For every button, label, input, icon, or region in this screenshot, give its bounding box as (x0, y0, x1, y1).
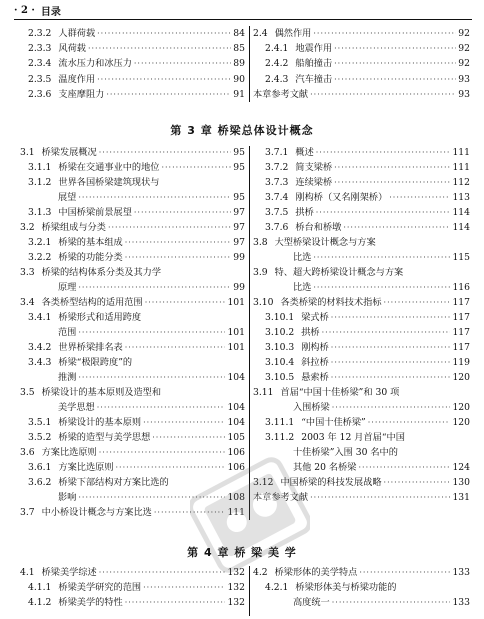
section-number: 4.1 (20, 567, 35, 578)
section-number: 3.2 (20, 222, 35, 233)
page-number: 104 (227, 417, 245, 428)
toc-entry (293, 461, 470, 474)
section-title: 世界各国桥梁建筑现状与 (58, 177, 160, 188)
page-number: 115 (452, 252, 470, 263)
section-number: 3.10 (253, 297, 274, 308)
page-number: 124 (452, 462, 470, 473)
page-number: 117 (452, 342, 470, 353)
toc-entry (20, 266, 245, 279)
section-number: 3.7.4 (265, 192, 289, 203)
page-number: 101 (227, 297, 245, 308)
section-title: 方案比选原则 (41, 447, 97, 458)
section-number: 3.2.1 (28, 237, 52, 248)
toc-entry (58, 491, 245, 504)
section-title: 十佳桥梁”入围 30 名中的 (293, 447, 398, 458)
toc-entry (253, 491, 470, 504)
page-number: 117 (452, 312, 470, 323)
section-title: 桥梁的结构体系分类及其力学 (41, 267, 162, 278)
section-number: 3.7.2 (265, 162, 289, 173)
section-title: 各类桥梁的材料技术指标 (280, 297, 382, 308)
toc-entry (265, 57, 470, 70)
section-number: 3.2.2 (28, 252, 52, 263)
page-number: 84 (233, 28, 245, 39)
page-number: 91 (233, 88, 245, 100)
section-number: 3.8 (253, 237, 268, 248)
dot-leader (97, 73, 231, 86)
section-title: 地震作用 (295, 43, 333, 55)
toc-entry (20, 386, 245, 399)
section-title: 桥梁设计的基本原则 (58, 417, 142, 428)
dot-leader (389, 191, 450, 204)
section-number: 3.11.2 (265, 432, 295, 443)
page-number: 120 (452, 372, 470, 383)
section-title: 特、超大跨桥梁设计概念与方案 (274, 267, 404, 278)
toc-entry (58, 281, 245, 294)
toc-entry (265, 371, 470, 384)
toc-entry (253, 266, 470, 279)
page-number: 111 (452, 147, 470, 158)
dot-leader (88, 42, 231, 55)
section-number: 3.1.1 (28, 162, 52, 173)
toc-entry (265, 161, 470, 174)
section-title: 各类桥型结构的适用范围 (41, 297, 143, 308)
toc-entry (28, 476, 245, 489)
dot-leader (108, 221, 231, 234)
page-number: 99 (233, 252, 245, 263)
page-number: 99 (233, 282, 245, 293)
page-number: 89 (233, 58, 245, 70)
section-title: 桥梁美学研究的范围 (58, 582, 142, 593)
section-title: 影响 (58, 492, 77, 503)
toc-entry (28, 581, 245, 594)
dot-leader (359, 566, 450, 579)
section-number: 3.7.6 (265, 222, 289, 233)
dot-leader (332, 596, 451, 609)
section-number: 4.1.1 (28, 582, 52, 593)
page-number: 104 (227, 372, 245, 383)
page-number: 97 (233, 222, 245, 233)
dot-leader (143, 581, 225, 594)
section-number: 3.1 (20, 147, 35, 158)
toc-entry (20, 146, 245, 159)
dot-leader (322, 326, 451, 339)
toc-entry (265, 191, 470, 204)
dot-leader (334, 176, 450, 189)
page-number: 132 (227, 582, 245, 593)
page-number: 101 (227, 342, 245, 353)
section-number: 3.11.1 (265, 417, 295, 428)
section-title: 桥梁的基本组成 (58, 237, 123, 248)
dot-leader (78, 371, 225, 384)
toc-entry (20, 566, 245, 579)
section-title: 连续梁桥 (295, 177, 333, 188)
section-number: 2.3.6 (28, 88, 52, 100)
page-number: 133 (452, 597, 470, 608)
toc-entry (265, 176, 470, 189)
toc-entry (28, 161, 245, 174)
section-title: 桥梁“极限跨度”的 (58, 357, 133, 368)
toc-entry (253, 27, 470, 40)
toc-entry (253, 88, 470, 101)
dot-leader (384, 296, 451, 309)
toc-entry (265, 146, 470, 159)
section-title: 人群荷载 (58, 28, 96, 39)
toc-entry (28, 311, 245, 324)
toc-entry (253, 296, 470, 309)
page-number: 92 (458, 58, 470, 70)
dot-leader (99, 566, 226, 579)
toc-entry (265, 581, 470, 594)
dot-leader (125, 236, 232, 249)
section-title: 比选 (293, 252, 312, 263)
toc-entry (265, 341, 470, 354)
section-title: 推测 (58, 372, 77, 383)
section-title: 本章参考文献 (253, 492, 309, 503)
section-title: 大型桥梁设计概念与方案 (274, 237, 376, 248)
section-number: 2.3.3 (28, 43, 52, 55)
dot-leader (154, 506, 226, 519)
dot-leader (334, 73, 456, 86)
section-number: 3.11 (253, 387, 274, 398)
section-title: 世界桥梁排名表 (58, 342, 123, 353)
column-divider (249, 146, 250, 520)
page-number: 95 (233, 147, 245, 158)
dot-leader (78, 326, 225, 339)
section-title: 梁式桥 (301, 312, 329, 323)
page-number: 93 (458, 88, 470, 100)
dot-leader (343, 221, 450, 234)
toc-entry (265, 431, 470, 444)
dot-leader (78, 491, 225, 504)
dot-leader (334, 42, 456, 55)
section-title: 本章参考文献 (253, 88, 309, 100)
toc-entry (28, 27, 245, 40)
dot-leader (334, 57, 456, 70)
toc-entry (253, 236, 470, 249)
page-number: 114 (452, 207, 470, 218)
section-number: 3.12 (253, 477, 274, 488)
section-number: 3.7 (20, 507, 35, 518)
page-number: 120 (452, 417, 470, 428)
section-number: 3.10.1 (265, 312, 295, 323)
dot-leader (334, 161, 450, 174)
toc-entry (28, 341, 245, 354)
section-number: 2.4.2 (265, 58, 289, 70)
section-title: 桥梁组成与分类 (41, 222, 106, 233)
page-number: 132 (227, 567, 245, 578)
section-number: 3.7.5 (265, 207, 289, 218)
toc-entry (265, 73, 470, 86)
toc-entry (293, 281, 470, 294)
chapter-3-heading: 第 3 章 桥梁总体设计概念 (170, 124, 314, 137)
page-number: 95 (233, 162, 245, 173)
section-title: 桥梁形体美与桥梁功能的 (295, 582, 397, 593)
dot-leader (310, 88, 456, 101)
section-title: 原理 (58, 282, 77, 293)
section-title: 支座摩阻力 (58, 88, 105, 100)
section-title: 桥梁设计的基本原则及造型和 (41, 387, 162, 398)
page-number: 116 (452, 282, 470, 293)
dot-leader (316, 146, 451, 159)
section-number: 2.4.1 (265, 43, 289, 55)
section-title: 风荷载 (58, 43, 86, 55)
toc-entry (20, 446, 245, 459)
section-title: 桥台和桥墩 (295, 222, 342, 233)
section-title: 汽车撞击 (295, 73, 333, 85)
toc-entry (20, 221, 245, 234)
page-number: 97 (233, 237, 245, 248)
page-number: 92 (458, 43, 470, 55)
page-number: 104 (227, 402, 245, 413)
toc-entry (28, 88, 245, 101)
section-title: 桥梁的功能分类 (58, 252, 123, 263)
dot-leader (78, 191, 231, 204)
dot-leader (316, 206, 451, 219)
section-title: 拱桥 (301, 327, 320, 338)
page-number: 97 (233, 207, 245, 218)
page-number: 120 (452, 402, 470, 413)
section-number: 2.4.3 (265, 73, 289, 85)
toc-entry (265, 206, 470, 219)
dot-leader (332, 401, 451, 414)
section-title: 首届“中国十佳桥梁”和 30 项 (280, 387, 400, 398)
page-number: 92 (458, 28, 470, 39)
dot-leader (116, 461, 226, 474)
page-number: 133 (452, 567, 470, 578)
toc-entry (293, 401, 470, 414)
page-number: 111 (452, 162, 470, 173)
dot-leader (99, 446, 226, 459)
toc-entry (253, 386, 470, 399)
page-number: 113 (452, 192, 470, 203)
toc-entry (28, 251, 245, 264)
dot-leader (331, 356, 451, 369)
header-rule (14, 19, 472, 20)
toc-entry (28, 236, 245, 249)
section-number: 3.4.3 (28, 357, 52, 368)
page-header (14, 2, 472, 18)
toc-entry (28, 596, 245, 609)
section-title: 桥梁发展概况 (41, 147, 97, 158)
section-title: 美学思想 (58, 402, 95, 413)
page-number: 85 (233, 43, 245, 55)
page-number: 119 (452, 357, 470, 368)
page-number: · 2 · (14, 4, 35, 16)
page-number: 117 (452, 297, 470, 308)
section-title: 中国桥梁前景展望 (58, 207, 132, 218)
dot-leader (331, 311, 451, 324)
page-number: 111 (227, 507, 245, 518)
section-number: 3.4.2 (28, 342, 52, 353)
dot-leader (358, 461, 450, 474)
page-number: 112 (452, 177, 470, 188)
section-number: 3.10.5 (265, 372, 295, 383)
section-title: 概述 (295, 147, 314, 158)
dot-leader (368, 416, 451, 429)
section-title: 刚构桥（又名刚架桥） (295, 192, 388, 203)
section-title: 船舶撞击 (295, 58, 333, 70)
toc-entry (28, 461, 245, 474)
dot-leader (310, 491, 450, 504)
section-title: 桥梁形式和适用跨度 (58, 312, 142, 323)
dot-leader (99, 146, 232, 159)
toc-entry (28, 431, 245, 444)
section-number: 3.5 (20, 387, 35, 398)
section-title: 其他 20 名桥梁 (293, 462, 357, 473)
section-title: 简支梁桥 (295, 162, 333, 173)
section-number: 3.5.1 (28, 417, 52, 428)
section-number: 3.10.2 (265, 327, 295, 338)
toc-entry (28, 416, 245, 429)
dot-leader (145, 296, 226, 309)
toc-entry (293, 446, 470, 459)
section-title: 桥梁下部结构对方案比选的 (58, 477, 169, 488)
section-number: 3.9 (253, 267, 268, 278)
section-title: 展望 (58, 192, 77, 203)
section-number: 3.4.1 (28, 312, 52, 323)
dot-leader (78, 281, 231, 294)
column-divider (249, 566, 250, 616)
section-number: 3.6.1 (28, 462, 52, 473)
section-title: 斜拉桥 (301, 357, 329, 368)
toc-entry (265, 326, 470, 339)
dot-leader (161, 161, 231, 174)
section-title: 桥梁美学的特性 (58, 597, 123, 608)
toc-entry (28, 176, 245, 189)
section-number: 3.1.3 (28, 207, 52, 218)
dot-leader (313, 281, 450, 294)
toc-entry (28, 206, 245, 219)
dot-leader (313, 27, 456, 40)
section-title: 温度作用 (58, 73, 96, 85)
section-number: 2.4 (253, 28, 268, 39)
running-title: 目录 (40, 6, 61, 18)
toc-entry (265, 311, 470, 324)
toc-entry (58, 191, 245, 204)
section-number: 3.3 (20, 267, 35, 278)
dot-leader (134, 57, 231, 70)
section-number: 4.1.2 (28, 597, 52, 608)
toc-entry (58, 326, 245, 339)
column-divider (249, 26, 250, 102)
dot-leader (313, 251, 450, 264)
section-number: 3.6.2 (28, 477, 52, 488)
section-number: 3.1.2 (28, 177, 52, 188)
section-title: 2003 年 12 月首届“中国 (301, 432, 405, 443)
page-number: 93 (458, 73, 470, 85)
section-title: 刚构桥 (301, 342, 329, 353)
section-title: 偶然作用 (274, 28, 312, 39)
dot-leader (134, 206, 231, 219)
page-number: 131 (452, 492, 470, 503)
page-number: 130 (452, 477, 470, 488)
toc-entry (28, 356, 245, 369)
section-title: 比选 (293, 282, 312, 293)
section-title: 中国桥梁的科技发展战略 (280, 477, 382, 488)
page-number: 106 (227, 447, 245, 458)
dot-leader (331, 341, 451, 354)
page-number: 132 (227, 597, 245, 608)
section-title: 悬索桥 (301, 372, 329, 383)
toc-entry (265, 356, 470, 369)
toc-entry (58, 401, 245, 414)
section-title: 桥梁的造型与美学思想 (58, 432, 151, 443)
section-number: 3.10.3 (265, 342, 295, 353)
section-number: 2.3.2 (28, 28, 52, 39)
toc-entry (265, 42, 470, 55)
section-title: 高度统一 (293, 597, 330, 608)
toc-entry (265, 416, 470, 429)
section-number: 2.3.5 (28, 73, 52, 85)
dot-leader (152, 431, 225, 444)
section-number: 3.7.1 (265, 147, 289, 158)
section-title: 中小桥设计概念与方案比选 (41, 507, 152, 518)
toc-entry (28, 73, 245, 86)
section-number: 4.2.1 (265, 582, 289, 593)
toc-entry (28, 57, 245, 70)
section-number: 3.5.2 (28, 432, 52, 443)
section-number: 4.2 (253, 567, 268, 578)
page-number: 108 (227, 492, 245, 503)
section-number: 3.4 (20, 297, 35, 308)
section-title: 入围桥梁 (293, 402, 330, 413)
toc-entry (28, 42, 245, 55)
section-title: 拱桥 (295, 207, 314, 218)
dot-leader (125, 341, 226, 354)
section-title: 桥梁美学综述 (41, 567, 97, 578)
dot-leader (143, 416, 225, 429)
section-title: 方案比选原则 (58, 462, 114, 473)
section-number: 3.10.4 (265, 357, 295, 368)
section-title: 流水压力和冰压力 (58, 58, 132, 70)
toc-entry (253, 566, 470, 579)
page-number: 90 (233, 73, 245, 85)
section-number: 2.3.4 (28, 58, 52, 70)
page-number: 117 (452, 327, 470, 338)
section-number: 3.6 (20, 447, 35, 458)
toc-entry (20, 506, 245, 519)
section-number: 3.7.3 (265, 177, 289, 188)
page-number: 114 (452, 222, 470, 233)
toc-entry (293, 251, 470, 264)
toc-entry (20, 296, 245, 309)
section-title: 范围 (58, 327, 77, 338)
dot-leader (125, 251, 232, 264)
section-title: “中国十佳桥梁” (301, 417, 366, 428)
toc-entry (293, 596, 470, 609)
page-number: 95 (233, 192, 245, 203)
dot-leader (97, 401, 226, 414)
toc-entry (58, 371, 245, 384)
page-number: 101 (227, 327, 245, 338)
dot-leader (97, 27, 231, 40)
dot-leader (106, 88, 231, 101)
dot-leader (384, 476, 451, 489)
page-number: 106 (227, 462, 245, 473)
section-title: 桥梁形体的美学特点 (274, 567, 358, 578)
toc-entry (265, 221, 470, 234)
section-title: 桥梁在交通事业中的地位 (58, 162, 160, 173)
chapter-4-heading: 第 4 章 桥 梁 美 学 (187, 546, 297, 559)
dot-leader (331, 371, 451, 384)
toc-entry (253, 476, 470, 489)
dot-leader (125, 596, 226, 609)
page-number: 105 (227, 432, 245, 443)
